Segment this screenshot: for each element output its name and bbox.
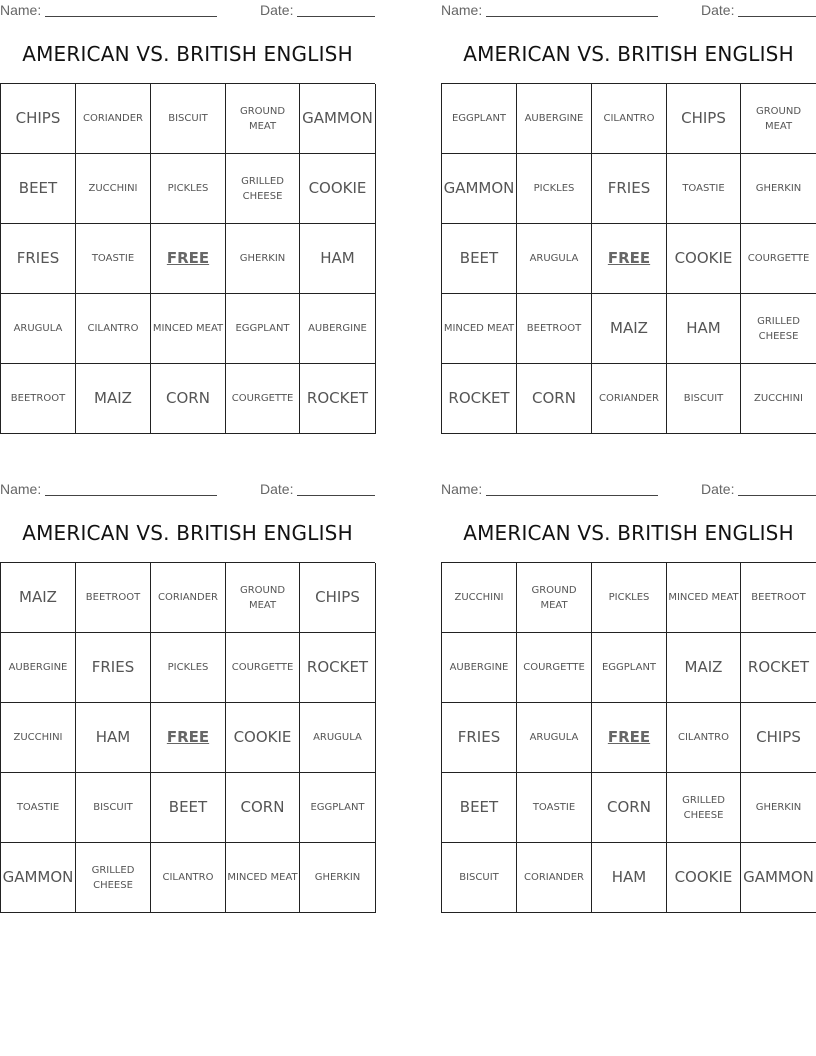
bingo-cell: FRIES bbox=[592, 154, 667, 224]
bingo-cell: PICKLES bbox=[151, 633, 226, 703]
bingo-grid bbox=[441, 83, 816, 434]
card-title: AMERICAN VS. BRITISH ENGLISH bbox=[463, 521, 794, 545]
date-label: Date: bbox=[260, 2, 294, 18]
bingo-cell: ZUCCHINI bbox=[741, 364, 816, 434]
name-label: Name: bbox=[0, 481, 42, 497]
bingo-cell: GHERKIN bbox=[741, 773, 816, 843]
bingo-cell: CHIPS bbox=[300, 563, 376, 633]
bingo-grid bbox=[0, 83, 375, 434]
bingo-card-1 bbox=[0, 0, 375, 440]
bingo-cell: ARUGULA bbox=[517, 224, 592, 294]
free-space-cell: FREE bbox=[592, 703, 667, 773]
bingo-cell: EGGPLANT bbox=[300, 773, 376, 843]
bingo-cell: GRILLED CHEESE bbox=[741, 294, 816, 364]
card-title: AMERICAN VS. BRITISH ENGLISH bbox=[22, 42, 353, 66]
bingo-cell: HAM bbox=[667, 294, 741, 364]
bingo-cell: ZUCCHINI bbox=[442, 563, 517, 633]
bingo-cell: GAMMON bbox=[741, 843, 816, 913]
date-field-line[interactable] bbox=[297, 16, 375, 17]
bingo-cell: FRIES bbox=[442, 703, 517, 773]
bingo-cell: TOASTIE bbox=[667, 154, 741, 224]
name-date-row bbox=[441, 0, 816, 22]
bingo-cell: GRILLED CHEESE bbox=[76, 843, 151, 913]
bingo-cell: COOKIE bbox=[667, 843, 741, 913]
name-field-line[interactable] bbox=[486, 495, 658, 496]
free-space-cell: FREE bbox=[151, 703, 226, 773]
bingo-cell: HAM bbox=[592, 843, 667, 913]
bingo-cell: ROCKET bbox=[300, 364, 376, 434]
bingo-cell: BISCUIT bbox=[442, 843, 517, 913]
bingo-cell: ARUGULA bbox=[300, 703, 376, 773]
bingo-cell: CORN bbox=[226, 773, 300, 843]
bingo-cell: ROCKET bbox=[300, 633, 376, 703]
bingo-cell: PICKLES bbox=[592, 563, 667, 633]
bingo-cell: GHERKIN bbox=[741, 154, 816, 224]
bingo-cell: ARUGULA bbox=[1, 294, 76, 364]
bingo-cell: EGGPLANT bbox=[226, 294, 300, 364]
bingo-cell: AUBERGINE bbox=[300, 294, 376, 364]
name-label: Name: bbox=[0, 2, 42, 18]
bingo-cell: CORN bbox=[517, 364, 592, 434]
bingo-cell: CHIPS bbox=[667, 84, 741, 154]
bingo-cell: ROCKET bbox=[442, 364, 517, 434]
bingo-card-4 bbox=[441, 479, 816, 919]
bingo-cell: GRILLED CHEESE bbox=[667, 773, 741, 843]
bingo-cell: HAM bbox=[300, 224, 376, 294]
bingo-cell: CILANTRO bbox=[76, 294, 151, 364]
bingo-cell: MINCED MEAT bbox=[442, 294, 517, 364]
name-field-line[interactable] bbox=[45, 495, 217, 496]
bingo-cell: GRILLED CHEESE bbox=[226, 154, 300, 224]
bingo-cell: TOASTIE bbox=[1, 773, 76, 843]
date-label: Date: bbox=[260, 481, 294, 497]
name-date-row bbox=[0, 0, 375, 22]
name-label: Name: bbox=[441, 2, 483, 18]
bingo-cell: EGGPLANT bbox=[592, 633, 667, 703]
bingo-cell: ROCKET bbox=[741, 633, 816, 703]
bingo-cell: CORN bbox=[151, 364, 226, 434]
bingo-cell: AUBERGINE bbox=[1, 633, 76, 703]
name-field-line[interactable] bbox=[486, 16, 658, 17]
bingo-cell: AUBERGINE bbox=[517, 84, 592, 154]
date-field-line[interactable] bbox=[297, 495, 375, 496]
bingo-cell: ARUGULA bbox=[517, 703, 592, 773]
bingo-cell: COURGETTE bbox=[517, 633, 592, 703]
bingo-cell: COURGETTE bbox=[226, 364, 300, 434]
bingo-cell: CORIANDER bbox=[76, 84, 151, 154]
card-title: AMERICAN VS. BRITISH ENGLISH bbox=[22, 521, 353, 545]
card-title: AMERICAN VS. BRITISH ENGLISH bbox=[463, 42, 794, 66]
bingo-cell: CORIANDER bbox=[592, 364, 667, 434]
name-label: Name: bbox=[441, 481, 483, 497]
bingo-cell: GHERKIN bbox=[300, 843, 376, 913]
name-field-line[interactable] bbox=[45, 16, 217, 17]
bingo-cell: BISCUIT bbox=[667, 364, 741, 434]
bingo-cell: BISCUIT bbox=[76, 773, 151, 843]
bingo-cell: BEET bbox=[442, 224, 517, 294]
free-space-cell: FREE bbox=[592, 224, 667, 294]
bingo-cell: TOASTIE bbox=[76, 224, 151, 294]
bingo-cell: PICKLES bbox=[151, 154, 226, 224]
bingo-cell: MINCED MEAT bbox=[226, 843, 300, 913]
bingo-cell: GROUND MEAT bbox=[741, 84, 816, 154]
bingo-cell: ZUCCHINI bbox=[76, 154, 151, 224]
bingo-cell: FRIES bbox=[1, 224, 76, 294]
bingo-cell: EGGPLANT bbox=[442, 84, 517, 154]
bingo-card-3 bbox=[0, 479, 375, 919]
bingo-cell: COURGETTE bbox=[226, 633, 300, 703]
bingo-grid bbox=[441, 562, 816, 913]
bingo-cell: GHERKIN bbox=[226, 224, 300, 294]
bingo-cell: BEET bbox=[1, 154, 76, 224]
bingo-cell: COOKIE bbox=[300, 154, 376, 224]
bingo-cell: ZUCCHINI bbox=[1, 703, 76, 773]
bingo-card-2 bbox=[441, 0, 816, 440]
name-date-row bbox=[0, 479, 375, 501]
bingo-cell: CHIPS bbox=[741, 703, 816, 773]
bingo-cell: MINCED MEAT bbox=[151, 294, 226, 364]
bingo-cell: GROUND MEAT bbox=[517, 563, 592, 633]
bingo-cell: BEET bbox=[442, 773, 517, 843]
date-label: Date: bbox=[701, 481, 735, 497]
bingo-grid bbox=[0, 562, 375, 913]
bingo-cell: CILANTRO bbox=[667, 703, 741, 773]
bingo-cell: CORIANDER bbox=[517, 843, 592, 913]
bingo-cell: BEETROOT bbox=[1, 364, 76, 434]
bingo-cell: BEETROOT bbox=[741, 563, 816, 633]
bingo-cell: BEETROOT bbox=[76, 563, 151, 633]
bingo-cell: MAIZ bbox=[1, 563, 76, 633]
bingo-cell: CORIANDER bbox=[151, 563, 226, 633]
bingo-cell: BISCUIT bbox=[151, 84, 226, 154]
bingo-cell: HAM bbox=[76, 703, 151, 773]
bingo-cell: BEETROOT bbox=[517, 294, 592, 364]
bingo-cell: MAIZ bbox=[592, 294, 667, 364]
date-label: Date: bbox=[701, 2, 735, 18]
free-space-cell: FREE bbox=[151, 224, 226, 294]
bingo-cell: BEET bbox=[151, 773, 226, 843]
bingo-cell: PICKLES bbox=[517, 154, 592, 224]
bingo-cell: MAIZ bbox=[667, 633, 741, 703]
bingo-cell: MAIZ bbox=[76, 364, 151, 434]
bingo-cell: GAMMON bbox=[1, 843, 76, 913]
bingo-cell: CILANTRO bbox=[592, 84, 667, 154]
bingo-cell: CILANTRO bbox=[151, 843, 226, 913]
bingo-cell: AUBERGINE bbox=[442, 633, 517, 703]
bingo-cell: GAMMON bbox=[442, 154, 517, 224]
bingo-cell: COURGETTE bbox=[741, 224, 816, 294]
bingo-cell: CORN bbox=[592, 773, 667, 843]
name-date-row bbox=[441, 479, 816, 501]
bingo-cell: GAMMON bbox=[300, 84, 376, 154]
date-field-line[interactable] bbox=[738, 495, 816, 496]
bingo-cell: COOKIE bbox=[667, 224, 741, 294]
bingo-cell: CHIPS bbox=[1, 84, 76, 154]
date-field-line[interactable] bbox=[738, 16, 816, 17]
bingo-cell: GROUND MEAT bbox=[226, 84, 300, 154]
bingo-cell: GROUND MEAT bbox=[226, 563, 300, 633]
bingo-cell: FRIES bbox=[76, 633, 151, 703]
bingo-cell: MINCED MEAT bbox=[667, 563, 741, 633]
bingo-cell: TOASTIE bbox=[517, 773, 592, 843]
bingo-cell: COOKIE bbox=[226, 703, 300, 773]
